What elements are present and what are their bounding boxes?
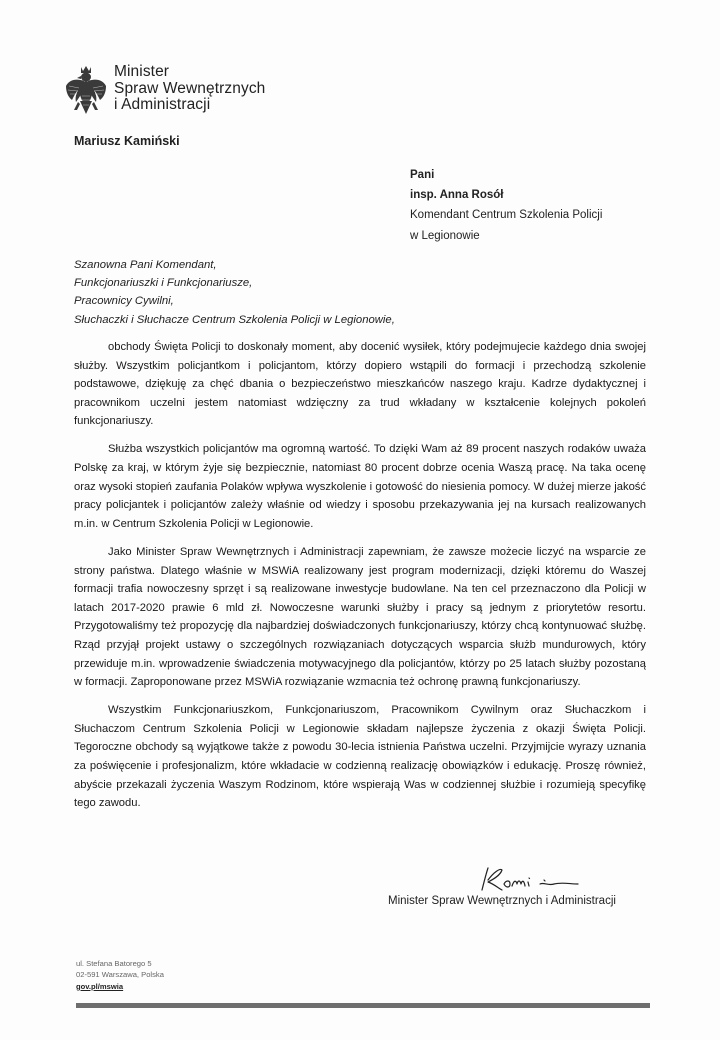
salutation-line: Pracownicy Cywilni, — [74, 295, 174, 308]
footer-address — [76, 958, 164, 992]
letterhead — [64, 64, 265, 122]
recipient-line: w Legionowie — [410, 229, 480, 242]
salutation-line: Słuchaczki i Słuchacze Centrum Szkolenia Policji w Legionowie, — [74, 313, 395, 326]
address-street: ul. Stefana Batorego 5 — [76, 959, 152, 968]
footer-divider-bar — [76, 1003, 650, 1008]
body-paragraph: Wszystkim Funkcjonariuszkom, Funkcjonariuszom, Pracownikom Cywilnym oraz Słuchaczkom i Słuchaczom Centrum Szkolenia Policji w Legionowie składam najlepsze życzenia z okazji Święta Policji. Tegoroczne obchody są wyjątkowe także z powodu 30-lecia istnienia Państwa uczelni. Przyjmijcie wyrazy uznania za poświęcenie i profesjonalizm, które wkładacie w codzienną realizację obowiązków i edukację. Proszę również, abyście przekazali życzenia Waszym Rodzinom, które wspierają Was w codziennej służbie i rozumieją specyfikę tego zawodu. — [74, 704, 646, 810]
salutation — [74, 256, 395, 329]
ministry-name-line: Minister — [114, 63, 170, 80]
salutation-line: Funkcjonariuszki i Funkcjonariusze, — [74, 277, 253, 290]
recipient-block — [410, 165, 602, 246]
ministry-name-line: i Administracji — [114, 96, 211, 113]
body-paragraph: obchody Święta Policji to doskonały moment, aby docenić wysiłek, który podejmujecie każdego dnia swojej służby. Wszystkim policjantkom i policjantom, którzy dopiero wstąpili do formacji i przechodzą szkolenie podstawowe, dziękuję za chęć dbania o bezpieczeństwo mieszkańców naszego kraju. Kadrze dydaktycznej i pracownikom uczelni jestem natomiast wdzięczny za trud wkładany w kształcenie kolejnych pokoleń funkcjonariuszy. — [74, 341, 646, 428]
recipient-line: insp. Anna Rosół — [410, 189, 504, 202]
address-city: 02-591 Warszawa, Polska — [76, 970, 164, 980]
salutation-line: Szanowna Pani Komendant, — [74, 259, 217, 271]
handwritten-signature-icon — [474, 862, 584, 898]
recipient-line: Pani — [410, 169, 435, 181]
signature-title: Minister Spraw Wewnętrznych i Administracji — [388, 895, 616, 907]
author-name: Mariusz Kamiński — [74, 134, 180, 148]
recipient-line: Komendant Centrum Szkolenia Policji — [410, 209, 603, 222]
body-paragraph: Służba wszystkich policjantów ma ogromną wartość. To dzięki Wam aż 89 procent naszych rodaków uważa Polskę za kraj, w którym żyje się bezpiecznie, natomiast 80 procent dobrze ocenia Waszą pracę. Na taka ocenę oraz wysoki stopień zaufania Polaków wpływa wyszkolenie i gotowość do niesienia pomocy. W dużej mierze jakość pracy policjantek i policjantów zależy właśnie od wiedzy i sposobu przekazywania jej na kursach realizowanych m.in. w Centrum Szkolenia Policji w Legionowie. — [74, 443, 646, 530]
letter-body — [74, 338, 646, 822]
ministry-name-line: Spraw Wewnętrznych — [114, 79, 266, 97]
polish-eagle-emblem-icon — [64, 64, 108, 118]
website-link[interactable]: gov.pl/mswia — [76, 981, 124, 991]
body-paragraph: Jako Minister Spraw Wewnętrznych i Administracji zapewniam, że zawsze możecie liczyć na wsparcie ze strony państwa. Dlatego właśnie w MSWiA realizowany jest program modernizacji, dzięki któremu do Waszej formacji trafia nowoczesny sprzęt i są realizowane inwestycje budowlane. Na ten cel przeznaczono dla Policji w latach 2017-2020 prawie 6 mld zł. Nowoczesne warunki służby i pracy są jednym z priorytetów resortu. Przygotowaliśmy też propozycję dla najbardziej doświadczonych funkcjonariuszy, którzy chcą kontynuować służbę. Rząd przyjął projekt ustawy o szczególnych rozwiązaniach dotyczących wsparcia służb mundurowych, który przewiduje m.in. wprowadzenie świadczenia motywacyjnego dla policjantów, którzy po 25 latach służby pozostaną w formacji. Zaproponowane przez MSWiA rozwiązanie wzmacnia też ochronę prawną funkcjonariuszy. — [74, 545, 646, 689]
ministry-name — [114, 64, 265, 114]
